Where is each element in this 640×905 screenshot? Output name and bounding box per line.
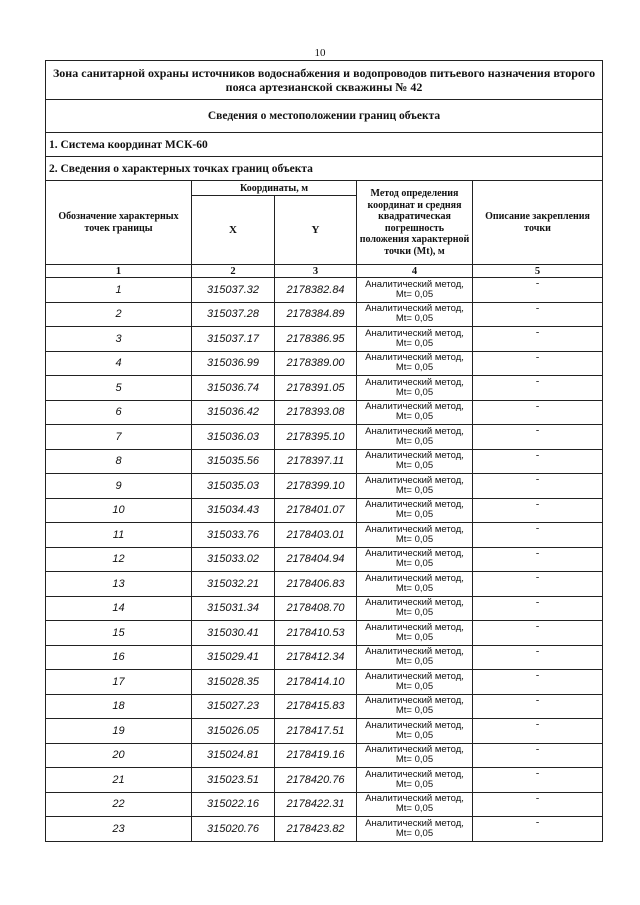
method-text: Аналитический метод, <box>365 499 464 511</box>
coord-y: 2178406.83 <box>275 572 357 597</box>
method <box>357 302 473 327</box>
header-col-number: 4 <box>357 265 473 278</box>
accuracy-text: Mt= 0,05 <box>395 827 434 839</box>
accuracy-text: Mt= 0,05 <box>395 656 434 668</box>
method <box>357 327 473 352</box>
coord-x: 315029.41 <box>192 645 275 670</box>
point-number: 20 <box>46 743 192 768</box>
coord-y: 2178384.89 <box>275 302 357 327</box>
method-text: Аналитический метод, <box>365 646 464 658</box>
table-row <box>46 449 603 474</box>
point-number: 18 <box>46 694 192 719</box>
accuracy-text: Mt= 0,05 <box>395 313 434 325</box>
coord-x: 315035.56 <box>192 449 275 474</box>
coord-x: 315020.76 <box>192 817 275 842</box>
accuracy-text: Mt= 0,05 <box>395 729 434 741</box>
accuracy-text: Mt= 0,05 <box>395 362 434 374</box>
accuracy-text: Mt= 0,05 <box>395 680 434 692</box>
coord-y: 2178393.08 <box>275 400 357 425</box>
accuracy-text: Mt= 0,05 <box>395 435 434 447</box>
coord-y: 2178399.10 <box>275 474 357 499</box>
table-row <box>46 400 603 425</box>
point-number: 21 <box>46 768 192 793</box>
method <box>357 400 473 425</box>
header-col-number: 2 <box>192 265 275 278</box>
accuracy-text: Mt= 0,05 <box>395 484 434 496</box>
method-text: Аналитический метод, <box>365 548 464 560</box>
point-description: - <box>473 400 603 425</box>
point-description: - <box>473 694 603 719</box>
coord-x: 315028.35 <box>192 670 275 695</box>
coord-x: 315023.51 <box>192 768 275 793</box>
point-description: - <box>473 645 603 670</box>
point-number: 17 <box>46 670 192 695</box>
coord-x: 315035.03 <box>192 474 275 499</box>
method-text: Аналитический метод, <box>365 523 464 535</box>
method-text: Аналитический метод, <box>365 695 464 707</box>
coord-y: 2178389.00 <box>275 351 357 376</box>
point-description: - <box>473 327 603 352</box>
header-col-number: 5 <box>473 265 603 278</box>
coord-x: 315030.41 <box>192 621 275 646</box>
table-row <box>46 817 603 842</box>
coord-x: 315036.74 <box>192 376 275 401</box>
document-subtitle: Сведения о местоположении границ объекта <box>46 100 603 133</box>
table-row <box>46 376 603 401</box>
method <box>357 278 473 303</box>
point-description: - <box>473 719 603 744</box>
point-description: - <box>473 376 603 401</box>
coord-x: 315034.43 <box>192 498 275 523</box>
method <box>357 792 473 817</box>
coord-y: 2178412.34 <box>275 645 357 670</box>
table-row <box>46 645 603 670</box>
accuracy-text: Mt= 0,05 <box>395 509 434 521</box>
method-text: Аналитический метод, <box>365 670 464 682</box>
method-text: Аналитический метод, <box>365 376 464 388</box>
method-text: Аналитический метод, <box>365 474 464 486</box>
method-text: Аналитический метод, <box>365 621 464 633</box>
point-description: - <box>473 498 603 523</box>
point-number: 13 <box>46 572 192 597</box>
method <box>357 498 473 523</box>
coord-y: 2178395.10 <box>275 425 357 450</box>
header-description: Описание закрепления точки <box>473 181 603 265</box>
point-number: 23 <box>46 817 192 842</box>
coord-x: 315036.03 <box>192 425 275 450</box>
table-row <box>46 278 603 303</box>
accuracy-text: Mt= 0,05 <box>395 460 434 472</box>
accuracy-text: Mt= 0,05 <box>395 558 434 570</box>
point-number: 3 <box>46 327 192 352</box>
point-number: 7 <box>46 425 192 450</box>
point-description: - <box>473 621 603 646</box>
accuracy-text: Mt= 0,05 <box>395 411 434 423</box>
coord-y: 2178422.31 <box>275 792 357 817</box>
point-number: 5 <box>46 376 192 401</box>
coord-x: 315037.32 <box>192 278 275 303</box>
header-col-number: 3 <box>275 265 357 278</box>
accuracy-text: Mt= 0,05 <box>395 337 434 349</box>
table-row <box>46 792 603 817</box>
method <box>357 743 473 768</box>
method-text: Аналитический метод, <box>365 744 464 756</box>
coord-x: 315033.76 <box>192 523 275 548</box>
point-description: - <box>473 449 603 474</box>
coord-y: 2178417.51 <box>275 719 357 744</box>
accuracy-text: Mt= 0,05 <box>395 631 434 643</box>
method <box>357 694 473 719</box>
table-row <box>46 596 603 621</box>
coord-x: 315032.21 <box>192 572 275 597</box>
coord-y: 2178414.10 <box>275 670 357 695</box>
accuracy-text: Mt= 0,05 <box>395 778 434 790</box>
coord-y: 2178401.07 <box>275 498 357 523</box>
table-row <box>46 523 603 548</box>
method <box>357 425 473 450</box>
coord-y: 2178391.05 <box>275 376 357 401</box>
page-number: 10 <box>314 47 326 59</box>
method-text: Аналитический метод, <box>365 450 464 462</box>
accuracy-text: Mt= 0,05 <box>395 803 434 815</box>
coord-x: 315026.05 <box>192 719 275 744</box>
point-description: - <box>473 792 603 817</box>
table-row <box>46 498 603 523</box>
method <box>357 376 473 401</box>
method-text: Аналитический метод, <box>365 597 464 609</box>
table-row <box>46 351 603 376</box>
coord-x: 315031.34 <box>192 596 275 621</box>
table-row <box>46 425 603 450</box>
table-row <box>46 694 603 719</box>
coord-y: 2178408.70 <box>275 596 357 621</box>
method <box>357 645 473 670</box>
point-description: - <box>473 523 603 548</box>
method <box>357 670 473 695</box>
method <box>357 621 473 646</box>
coord-x: 315024.81 <box>192 743 275 768</box>
method <box>357 547 473 572</box>
method-text: Аналитический метод, <box>365 572 464 584</box>
method-text: Аналитический метод, <box>365 401 464 413</box>
point-number: 11 <box>46 523 192 548</box>
point-description: - <box>473 572 603 597</box>
point-description: - <box>473 278 603 303</box>
coord-x: 315027.23 <box>192 694 275 719</box>
table-row <box>46 670 603 695</box>
coord-x: 315037.17 <box>192 327 275 352</box>
point-number: 22 <box>46 792 192 817</box>
table-row <box>46 621 603 646</box>
table-row <box>46 547 603 572</box>
point-number: 19 <box>46 719 192 744</box>
coord-x: 315036.42 <box>192 400 275 425</box>
point-description: - <box>473 670 603 695</box>
boundary-points-table <box>45 60 603 842</box>
method-text: Аналитический метод, <box>365 425 464 437</box>
point-number: 1 <box>46 278 192 303</box>
coord-y: 2178397.11 <box>275 449 357 474</box>
point-description: - <box>473 768 603 793</box>
method <box>357 719 473 744</box>
header-x: X <box>192 196 275 265</box>
point-description: - <box>473 425 603 450</box>
point-description: - <box>473 474 603 499</box>
point-description: - <box>473 743 603 768</box>
point-description: - <box>473 302 603 327</box>
table-row <box>46 719 603 744</box>
coord-x: 315036.99 <box>192 351 275 376</box>
method <box>357 351 473 376</box>
table-row <box>46 302 603 327</box>
point-number: 10 <box>46 498 192 523</box>
header-point-label: Обозначение характерных точек границы <box>46 181 192 265</box>
accuracy-text: Mt= 0,05 <box>395 607 434 619</box>
section-points-info: 2. Сведения о характерных точках границ объекта <box>46 157 603 181</box>
method-text: Аналитический метод, <box>365 768 464 780</box>
method <box>357 474 473 499</box>
method <box>357 449 473 474</box>
method <box>357 768 473 793</box>
point-number: 9 <box>46 474 192 499</box>
point-description: - <box>473 817 603 842</box>
coord-y: 2178386.95 <box>275 327 357 352</box>
coord-y: 2178403.01 <box>275 523 357 548</box>
method-text: Аналитический метод, <box>365 327 464 339</box>
accuracy-text: Mt= 0,05 <box>395 582 434 594</box>
point-number: 2 <box>46 302 192 327</box>
accuracy-text: Mt= 0,05 <box>395 386 434 398</box>
method-text: Аналитический метод, <box>365 793 464 805</box>
point-description: - <box>473 351 603 376</box>
method <box>357 572 473 597</box>
point-number: 6 <box>46 400 192 425</box>
header-coordinates: Координаты, м <box>192 181 357 196</box>
coord-y: 2178404.94 <box>275 547 357 572</box>
point-number: 15 <box>46 621 192 646</box>
method <box>357 523 473 548</box>
method <box>357 596 473 621</box>
accuracy-text: Mt= 0,05 <box>395 288 434 300</box>
table-row <box>46 768 603 793</box>
method <box>357 817 473 842</box>
point-number: 4 <box>46 351 192 376</box>
coord-x: 315037.28 <box>192 302 275 327</box>
point-description: - <box>473 596 603 621</box>
header-method: Метод определения координат и средняя квадратическая погрешность положения характерной точки (Mt), м <box>357 181 473 265</box>
coord-y: 2178415.83 <box>275 694 357 719</box>
accuracy-text: Mt= 0,05 <box>395 754 434 766</box>
method-text: Аналитический метод, <box>365 352 464 364</box>
coord-x: 315033.02 <box>192 547 275 572</box>
document-title: Зона санитарной охраны источников водоснабжения и водопроводов питьевого назначения второго пояса артезианской скважины № 42 <box>46 61 603 100</box>
point-description: - <box>473 547 603 572</box>
point-number: 14 <box>46 596 192 621</box>
coord-y: 2178410.53 <box>275 621 357 646</box>
coord-x: 315022.16 <box>192 792 275 817</box>
table-row <box>46 572 603 597</box>
method-text: Аналитический метод, <box>365 303 464 315</box>
coord-y: 2178420.76 <box>275 768 357 793</box>
header-y: Y <box>275 196 357 265</box>
accuracy-text: Mt= 0,05 <box>395 533 434 545</box>
table-row <box>46 327 603 352</box>
coord-y: 2178423.82 <box>275 817 357 842</box>
point-number: 12 <box>46 547 192 572</box>
coord-y: 2178419.16 <box>275 743 357 768</box>
table-row <box>46 474 603 499</box>
section-coordinate-system: 1. Система координат МСК-60 <box>46 133 603 157</box>
point-number: 8 <box>46 449 192 474</box>
table-row <box>46 743 603 768</box>
header-col-number: 1 <box>46 265 192 278</box>
method-text: Аналитический метод, <box>365 278 464 290</box>
method-text: Аналитический метод, <box>365 817 464 829</box>
point-number: 16 <box>46 645 192 670</box>
coord-y: 2178382.84 <box>275 278 357 303</box>
method-text: Аналитический метод, <box>365 719 464 731</box>
accuracy-text: Mt= 0,05 <box>395 705 434 717</box>
